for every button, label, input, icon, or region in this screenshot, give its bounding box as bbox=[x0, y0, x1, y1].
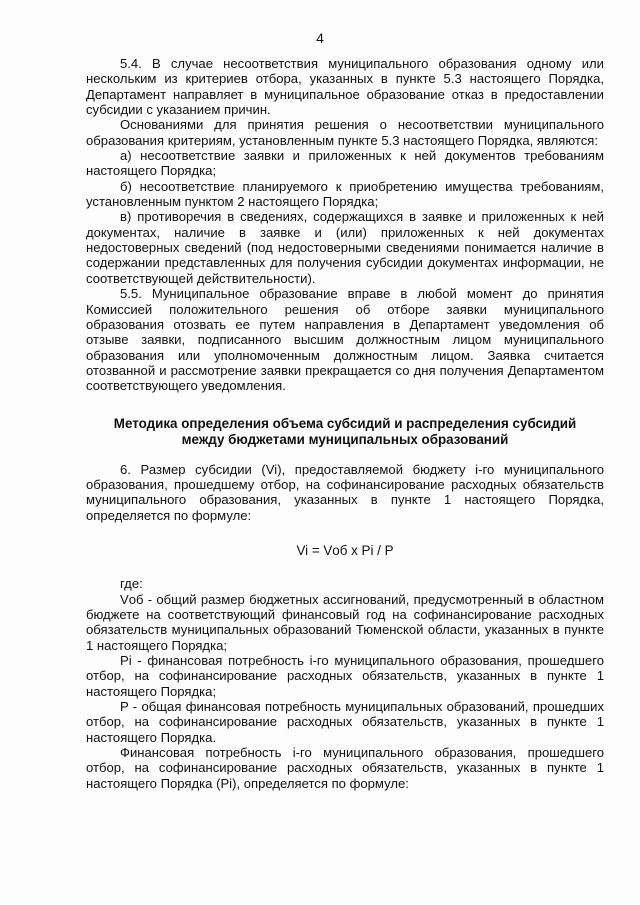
formula-vi: Vi = Vоб x Pi / P bbox=[296, 542, 394, 558]
document-body bbox=[86, 56, 604, 791]
definition-p: P - общая финансовая потребность муниципальных образований, прошедших отбор, на софинансирование расходных обязательств, указанных в пункте 1 настоящего Порядка. bbox=[86, 699, 604, 745]
list-item-b: б) несоответствие планируемого к приобретению имущества требованиям, установленным пунктом 2 настоящего Порядка; bbox=[86, 178, 604, 210]
page-number: 4 bbox=[316, 30, 324, 46]
where-label: где: bbox=[120, 576, 143, 592]
list-item-c: в) противоречия в сведениях, содержащихся в заявке и приложенных к ней документах, наличие в заявке и (или) приложенных к ней документах недостоверных сведений (под недостоверными сведениями понимается наличие в содержании представленных для получения субсидии документах информации, не соответствующей действительности). bbox=[86, 209, 604, 286]
paragraph-5-4: 5.4. В случае несоответствия муниципального образования одному или нескольким из критериев отбора, указанных в пункте 5.3 настоящего Порядка, Департамент направляет в муниципальное образование отказ в предоставлении субсидии с указанием причин. bbox=[86, 56, 604, 118]
paragraph-financial-need: Финансовая потребность i-го муниципального образования, прошедшего отбор, на софинансирование расходных обязательств, указанных в пункте 1 настоящего Порядка (Pi), определяется по формуле: bbox=[86, 745, 604, 791]
definition-pi: Pi - финансовая потребность i-го муниципального образования, прошедшего отбор, на софинансирование расходных обязательств, указанных в пункте 1 настоящего Порядка; bbox=[86, 653, 604, 699]
paragraph-grounds: Основаниями для принятия решения о несоответствии муниципального образования критериям, установленным пункте 5.3 настоящего Порядка, являются: bbox=[86, 117, 604, 148]
list-item-a: а) несоответствие заявки и приложенных к ней документов требованиям настоящего Порядка; bbox=[86, 148, 604, 179]
paragraph-6: 6. Размер субсидии (Vi), предоставляемой бюджету i-го муниципального образования, прошедшему отбор, на софинансирование расходных обязательств муниципального образования, указанных в пункте 1 настоящего Порядка, определяется по формуле: bbox=[86, 461, 604, 523]
paragraph-5-5: 5.5. Муниципальное образование вправе в любой момент до принятия Комиссией положительного решения об отборе заявки муниципального образования отозвать ее путем направления в Департамент уведомления об отзыве заявки, подписанного высшим должностным лицом муниципального образования или уполномоченным должностным лицом. Заявка считается отозванной и рассмотрение заявки прекращается со дня получения Департаментом соответствующего уведомления. bbox=[86, 286, 604, 394]
section-heading: Методика определения объема субсидий и распределения субсидий между бюджетами муниципальных образований bbox=[113, 415, 577, 447]
definition-vob: Vоб - общий размер бюджетных ассигнований, предусмотренный в областном бюджете на соответствующий финансовый год на софинансирование расходных обязательств муниципальных образований Тюменской области, указанных в пункте 1 настоящего Порядка; bbox=[86, 591, 604, 653]
